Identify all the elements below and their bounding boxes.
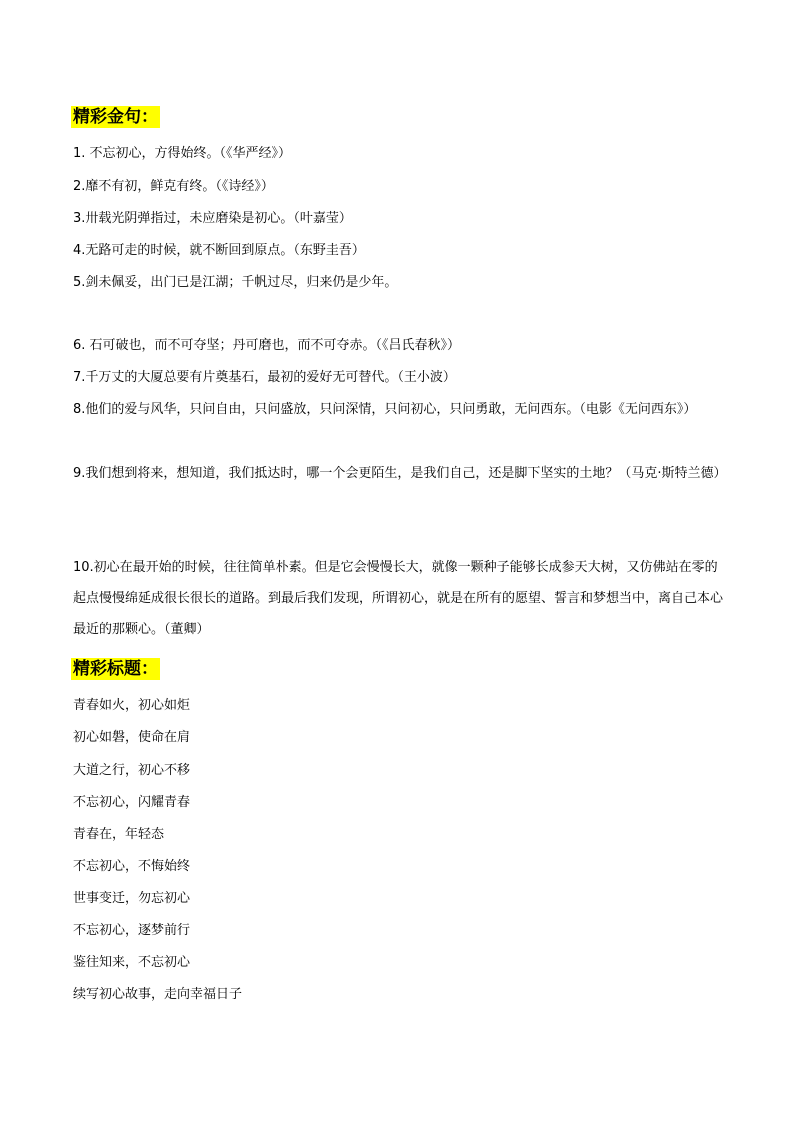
- quote-item: 9.我们想到将来，想知道，我们抵达时，哪一个会更陌生，是我们自己，还是脚下坚实的土地？（马克·斯特兰德）: [73, 466, 727, 481]
- quote-item: 6. 石可破也，而不可夺坚；丹可磨也，而不可夺赤。（《吕氏春秋》）: [73, 338, 461, 353]
- title-item: 青春如火，初心如炬: [73, 698, 191, 713]
- title-item: 不忘初心，闪耀青春: [73, 795, 191, 810]
- title-item: 青春在，年轻态: [73, 827, 165, 842]
- title-item: 初心如磐，使命在肩: [73, 730, 191, 745]
- quote-item: 3.卅载光阴弹指过，未应磨染是初心。（叶嘉莹）: [73, 211, 352, 226]
- quote-item: 2.靡不有初，鲜克有终。（《诗经》）: [73, 179, 274, 194]
- title-item: 不忘初心，不悔始终: [73, 859, 191, 874]
- title-item: 世事变迁，勿忘初心: [73, 891, 191, 906]
- title-item: 大道之行，初心不移: [73, 763, 191, 778]
- titles-heading: 精彩标题：: [73, 659, 158, 679]
- quote-item: 7.千万丈的大厦总要有片奠基石，最初的爱好无可替代。（王小波）: [73, 370, 456, 385]
- quote-item: 5.剑未佩妥，出门已是江湖；千帆过尽，归来仍是少年。: [73, 275, 398, 290]
- title-item: 不忘初心，逐梦前行: [73, 923, 191, 938]
- quotes-heading: 精彩金句：: [73, 107, 158, 127]
- title-item: 续写初心故事，走向幸福日子: [73, 987, 243, 1002]
- quote-item: 4.无路可走的时候，就不断回到原点。（东野圭吾）: [73, 243, 365, 258]
- quote-item: 1. 不忘初心，方得始终。（《华严经》）: [73, 146, 292, 161]
- quote-item: 8.他们的爱与风华，只问自由，只问盛放，只问深情，只问初心，只问勇敢，无问西东。（电影《无问西东》）: [73, 402, 697, 417]
- quote-item: 10.初心在最开始的时候，往往简单朴素。但是它会慢慢长大，就像一颗种子能够长成参天大树，又仿佛站在零的起点慢慢绵延成很长很长的道路。到最后我们发现，所谓初心，就是在所有的愿望、誓言和梦想当中，离自己本心最近的那颗心。（董卿）: [73, 560, 724, 637]
- title-item: 鉴往知来，不忘初心: [73, 955, 191, 970]
